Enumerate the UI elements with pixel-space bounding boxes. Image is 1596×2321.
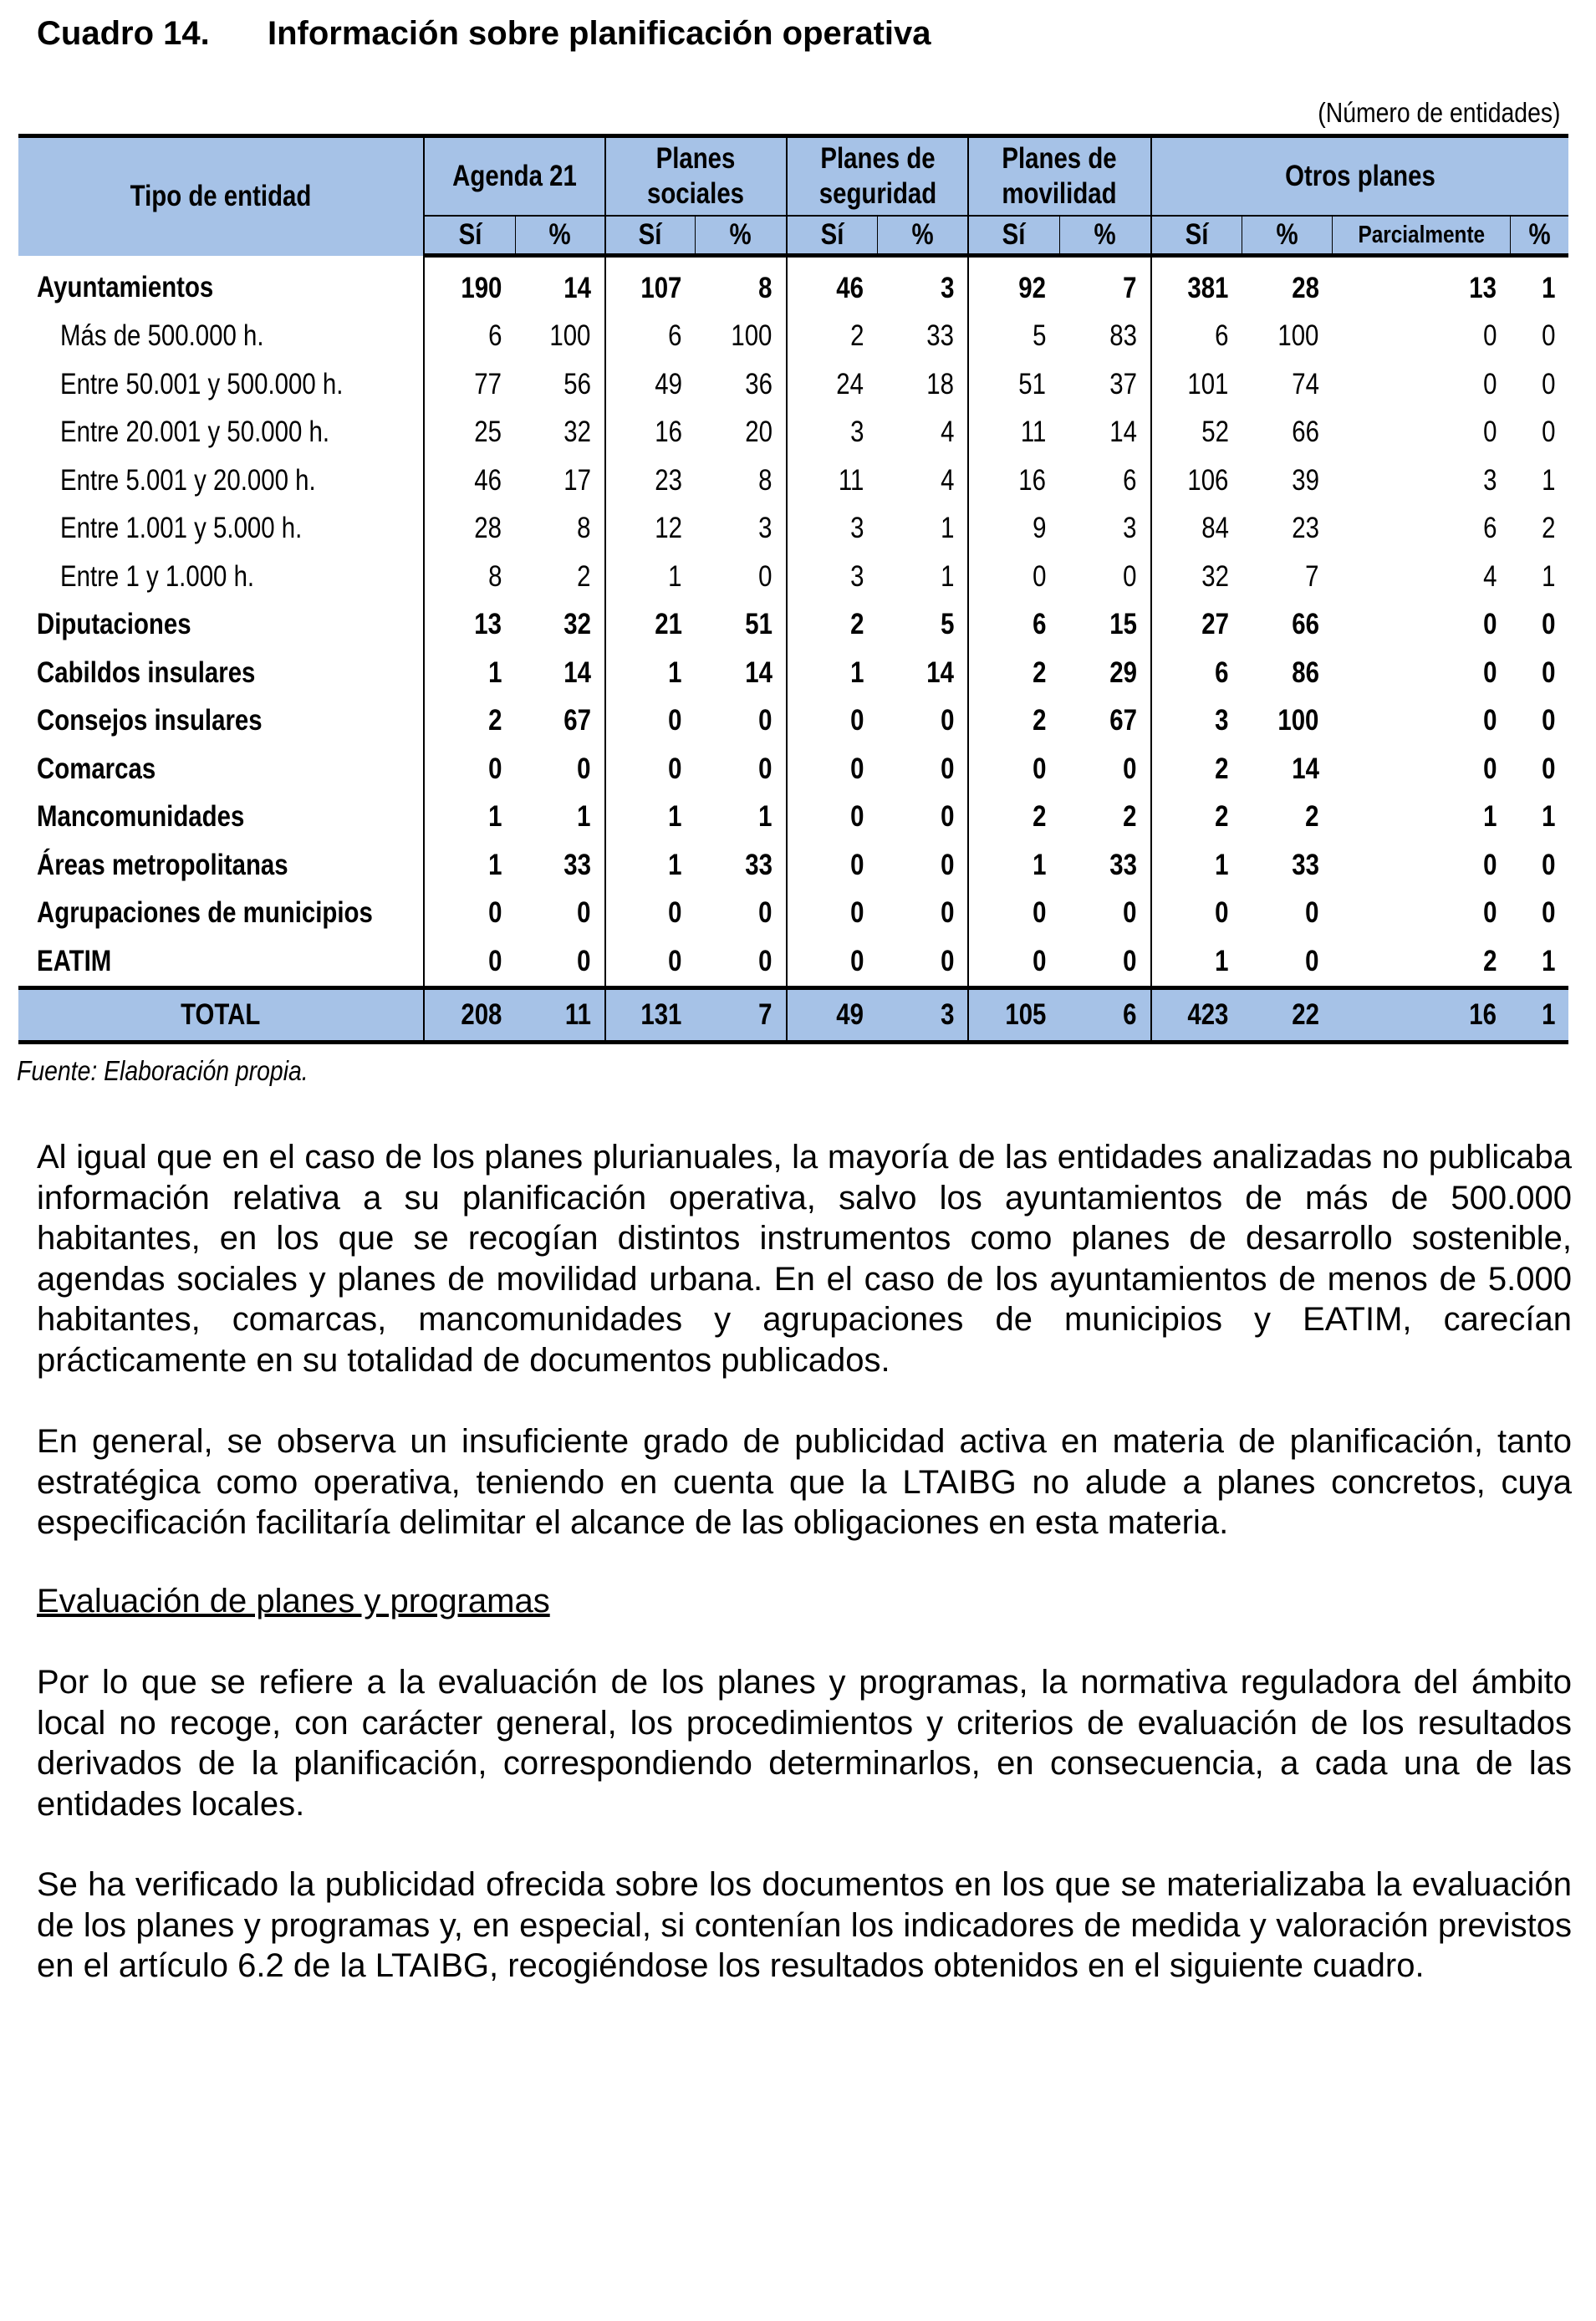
table-cell: 33 [1292,848,1319,881]
table-row [18,360,1568,409]
table-cell: 1 [605,553,696,601]
header-pct: % [877,216,968,256]
table-cell: 0 [1541,752,1555,785]
table-cell: 0 [1541,896,1555,930]
table-cell: 1 [940,559,955,593]
header-agenda-21: Agenda 21 [424,136,604,217]
table-cell: 14 [1109,416,1137,449]
row-label: Mancomunidades [37,800,245,834]
header-si: Sí [424,216,515,256]
table-row [18,505,1568,553]
total-cell: 7 [696,987,787,1042]
row-label: Consejos insulares [37,704,263,737]
table-cell: 14 [1292,752,1319,785]
table-cell: 1 [605,793,696,842]
table-cell: 51 [745,608,773,641]
table-cell: 3 [940,271,955,304]
table-cell: 0 [605,697,696,746]
table-cell: 29 [1109,655,1137,689]
table-cell: 83 [1109,319,1137,353]
table-cell: 77 [424,360,515,409]
table-cell: 190 [424,256,515,313]
table-cell: 2 [787,601,877,650]
table-cell: 2 [968,793,1059,842]
paragraph-3: Por lo que se refiere a la evaluación de los planes y programas, la normativa reguladora del ámbito local no recoge, con carácter general, los procedimientos y criterios de evaluación de los resultados derivados de la planificación, correspondiendo determinarlos, en consecuencia, a cada una de las entidades locales. [37,1664,1572,1823]
header-pct: % [1059,216,1150,256]
table-cell: 2 [424,697,515,746]
table-cell: 2 [1151,745,1242,793]
table-cell: 0 [1541,655,1555,689]
table-cell: 0 [1482,896,1497,930]
units-note: (Número de entidades) [1318,97,1561,128]
table-cell: 15 [1109,608,1137,641]
table-cell: 381 [1151,256,1242,313]
table-cell: 0 [577,896,591,930]
row-label: EATIM [37,944,112,977]
total-cell: 1 [1510,987,1568,1042]
row-label: Entre 1.001 y 5.000 h. [60,512,303,545]
table-cell: 100 [1277,319,1319,353]
table-cell: 27 [1151,601,1242,650]
total-cell: 105 [968,987,1059,1042]
table-cell: 52 [1151,409,1242,457]
table-cell: 0 [1482,367,1497,400]
table-cell: 39 [1292,463,1319,497]
paragraph-4: Se ha verificado la publicidad ofrecida sobre los documentos en los que se materializaba la evaluación de los planes y programas y, en especial, si contenían los indicadores de medida y valoración previstos en el artículo 6.2 de la LTAIBG, recogiéndose los resultados obtenidos en el siguiente cuadro. [37,1866,1572,1984]
table-cell: 1 [605,841,696,890]
table-cell: 16 [968,457,1059,505]
table-cell: 14 [926,655,955,689]
header-tipo-entidad: Tipo de entidad [18,136,424,256]
table-cell: 25 [424,409,515,457]
table-cell: 0 [787,841,877,890]
table-cell: 33 [745,848,773,881]
table-cell: 0 [1541,416,1555,449]
header-pct: % [1242,216,1333,256]
table-cell: 0 [1482,655,1497,689]
table-cell: 0 [758,752,773,785]
table-cell: 0 [787,937,877,987]
table-cell: 1 [940,512,955,545]
table-cell: 1 [424,649,515,697]
table-cell: 3 [758,512,773,545]
table-cell: 0 [1123,559,1137,593]
header-planes-seguridad: Planes de seguridad [787,136,968,217]
table-cell: 0 [605,937,696,987]
table-cell: 8 [577,512,591,545]
table-cell: 0 [424,745,515,793]
row-label: Comarcas [37,752,156,785]
table-cell: 0 [940,896,955,930]
table-cell: 8 [758,463,773,497]
header-si: Sí [968,216,1059,256]
table-cell: 100 [1277,704,1319,737]
table-cell: 0 [424,890,515,938]
table-cell: 0 [1482,416,1497,449]
table-cell: 0 [968,937,1059,987]
row-label: Agrupaciones de municipios [37,896,373,930]
planning-table [18,134,1568,1044]
total-cell: 6 [1059,987,1150,1042]
row-label: Cabildos insulares [37,655,256,689]
row-label: Áreas metropolitanas [37,848,288,881]
table-cell: 100 [549,319,591,353]
total-cell: 16 [1333,987,1510,1042]
row-label: Más de 500.000 h. [60,319,264,353]
header-si: Sí [605,216,696,256]
table-cell: 3 [787,409,877,457]
table-cell: 1 [1482,800,1497,834]
table-cell: 14 [563,271,591,304]
table-cell: 3 [787,505,877,553]
table-cell: 66 [1292,608,1319,641]
table-cell: 6 [1482,512,1497,545]
total-cell: 22 [1242,987,1333,1042]
table-cell: 0 [577,944,591,977]
table-cell: 0 [758,704,773,737]
table-cell: 0 [968,890,1059,938]
row-label: Diputaciones [37,608,191,641]
total-cell: 131 [605,987,696,1042]
table-cell: 86 [1292,655,1319,689]
table-cell: 33 [1109,848,1137,881]
table-cell: 7 [1305,559,1319,593]
table-cell: 0 [1151,890,1242,938]
table-cell: 1 [424,841,515,890]
table-row [18,793,1568,842]
table-cell: 0 [758,559,773,593]
table-cell: 2 [1482,944,1497,977]
table-cell: 0 [1482,848,1497,881]
table-cell: 1 [1151,937,1242,987]
table-cell: 9 [968,505,1059,553]
table-cell: 8 [758,271,773,304]
row-label: Entre 20.001 y 50.000 h. [60,416,330,449]
table-cell: 32 [563,608,591,641]
header-si: Sí [787,216,877,256]
table-cell: 56 [563,367,591,400]
table-cell: 32 [563,416,591,449]
table-cell: 6 [424,313,515,361]
paragraph-1: Al igual que en el caso de los planes plurianuales, la mayoría de las entidades analizadas no publicaba información relativa a su planificación operativa, salvo los ayuntamientos de más de 500.000 habitantes, en los que se recogían distintos instrumentos como planes de desarrollo sostenible, agendas sociales y planes de movilidad urbana. En el caso de los ayuntamientos de menos de 5.000 habitantes, comarcas, mancomunidades y agrupaciones de municipios y EATIM, carecían prácticamente en su totalidad de documentos publicados. [37,1139,1572,1379]
paragraph-2: En general, se observa un insuficiente grado de publicidad activa en materia de planificación, tanto estratégica como operativa, teniendo en cuenta que la LTAIBG no alude a planes concretos, cuya especificación facilitaría delimitar el alcance de las obligaciones en esta materia. [37,1423,1572,1541]
table-cell: 6 [1151,649,1242,697]
table-cell: 0 [940,704,955,737]
table-cell: 2 [968,697,1059,746]
table-cell: 13 [1469,271,1497,304]
header-pct: % [515,216,604,256]
table-cell: 16 [605,409,696,457]
table-cell: 7 [1123,271,1137,304]
table-cell: 1 [1541,944,1555,977]
table-cell: 37 [1109,367,1137,400]
header-pct: % [696,216,787,256]
table-cell: 23 [605,457,696,505]
table-cell: 17 [563,463,591,497]
table-cell: 0 [1482,608,1497,641]
header-si: Sí [1151,216,1242,256]
table-number: Cuadro 14. [37,15,210,52]
table-cell: 51 [968,360,1059,409]
table-row [18,841,1568,890]
table-cell: 33 [926,319,955,353]
table-cell: 0 [605,890,696,938]
table-cell: 6 [605,313,696,361]
source-note: Fuente: Elaboración propia. [17,1055,308,1086]
table-cell: 20 [745,416,773,449]
table-cell: 0 [1541,608,1555,641]
table-cell: 0 [1541,704,1555,737]
table-row [18,601,1568,650]
table-cell: 0 [940,800,955,834]
table-cell: 11 [968,409,1059,457]
table-cell: 2 [787,313,877,361]
table-cell: 2 [1123,800,1137,834]
table-row [18,745,1568,793]
table-cell: 28 [424,505,515,553]
table-cell: 3 [1123,512,1137,545]
table-cell: 0 [1305,944,1319,977]
table-cell: 1 [577,800,591,834]
total-cell: 423 [1151,987,1242,1042]
total-row [18,987,1568,1042]
table-cell: 14 [745,655,773,689]
table-cell: 1 [1541,271,1555,304]
table-cell: 1 [1151,841,1242,890]
table-cell: 5 [968,313,1059,361]
table-cell: 2 [1541,512,1555,545]
table-cell: 6 [1123,463,1137,497]
row-label: Entre 1 y 1.000 h. [60,559,255,593]
table-cell: 67 [563,704,591,737]
table-row [18,457,1568,505]
table-cell: 36 [745,367,773,400]
table-cell: 0 [758,896,773,930]
table-cell: 2 [577,559,591,593]
table-row [18,553,1568,601]
table-cell: 0 [787,697,877,746]
table-cell: 14 [563,655,591,689]
table-cell: 32 [1151,553,1242,601]
table-cell: 46 [424,457,515,505]
table-cell: 11 [787,457,877,505]
table-cell: 0 [1123,896,1137,930]
table-cell: 0 [787,793,877,842]
table-cell: 1 [1541,463,1555,497]
table-cell: 12 [605,505,696,553]
table-cell: 66 [1292,416,1319,449]
table-cell: 0 [1482,752,1497,785]
table-cell: 3 [1151,697,1242,746]
total-label: TOTAL [18,987,424,1042]
row-label: Ayuntamientos [37,270,214,304]
table-cell: 0 [1305,896,1319,930]
table-cell: 1 [787,649,877,697]
section-subheading: Evaluación de planes y programas [37,1583,550,1620]
table-cell: 24 [787,360,877,409]
table-cell: 2 [968,649,1059,697]
table-cell: 0 [577,752,591,785]
table-cell: 0 [1541,367,1555,400]
table-row [18,256,1568,313]
table-cell: 4 [940,416,955,449]
table-cell: 0 [1541,848,1555,881]
table-title: Información sobre planificación operativa [268,15,931,52]
header-planes-movilidad: Planes de movilidad [968,136,1150,217]
total-cell: 3 [877,987,968,1042]
table-row [18,890,1568,938]
table-cell: 67 [1109,704,1137,737]
table-cell: 101 [1151,360,1242,409]
table-cell: 0 [1123,944,1137,977]
table-cell: 8 [424,553,515,601]
table-cell: 49 [605,360,696,409]
header-planes-sociales: Planes sociales [605,136,787,217]
table-cell: 92 [968,256,1059,313]
table-cell: 0 [1482,319,1497,353]
table-row [18,697,1568,746]
table-cell: 107 [605,256,696,313]
table-cell: 0 [424,937,515,987]
table-cell: 0 [787,890,877,938]
table-cell: 100 [731,319,773,353]
table-cell: 84 [1151,505,1242,553]
header-otros-planes: Otros planes [1151,136,1568,217]
table-caption [37,15,931,53]
table-cell: 0 [1482,704,1497,737]
total-cell: 11 [515,987,604,1042]
table-cell: 4 [1482,559,1497,593]
table-cell: 1 [424,793,515,842]
header-pct: % [1510,216,1568,256]
table-cell: 0 [1541,319,1555,353]
table-row [18,937,1568,987]
table-cell: 21 [605,601,696,650]
table-cell: 0 [968,553,1059,601]
total-cell: 49 [787,987,877,1042]
table-cell: 1 [758,800,773,834]
table-cell: 0 [968,745,1059,793]
table-cell: 1 [1541,800,1555,834]
table-cell: 0 [940,752,955,785]
table-cell: 46 [787,256,877,313]
table-cell: 1 [605,649,696,697]
table-cell: 0 [758,944,773,977]
table-cell: 4 [940,463,955,497]
table-cell: 2 [1151,793,1242,842]
table-cell: 0 [1123,752,1137,785]
table-cell: 0 [940,848,955,881]
table-cell: 3 [1482,463,1497,497]
table-cell: 28 [1292,271,1319,304]
table-row [18,409,1568,457]
table-cell: 1 [1541,559,1555,593]
table-cell: 2 [1305,800,1319,834]
table-cell: 0 [787,745,877,793]
table-cell: 6 [1151,313,1242,361]
table-cell: 6 [968,601,1059,650]
header-parcialmente: Parcialmente [1333,216,1510,256]
table-cell: 0 [605,745,696,793]
table-cell: 23 [1292,512,1319,545]
table-cell: 13 [424,601,515,650]
table-cell: 18 [926,367,955,400]
table-cell: 3 [787,553,877,601]
table-cell: 33 [563,848,591,881]
table-cell: 106 [1151,457,1242,505]
table-cell: 0 [940,944,955,977]
total-cell: 208 [424,987,515,1042]
table-row [18,649,1568,697]
table-cell: 5 [940,608,955,641]
table-row [18,313,1568,361]
table-cell: 74 [1292,367,1319,400]
table-cell: 1 [968,841,1059,890]
row-label: Entre 5.001 y 20.000 h. [60,463,316,497]
row-label: Entre 50.001 y 500.000 h. [60,367,344,400]
